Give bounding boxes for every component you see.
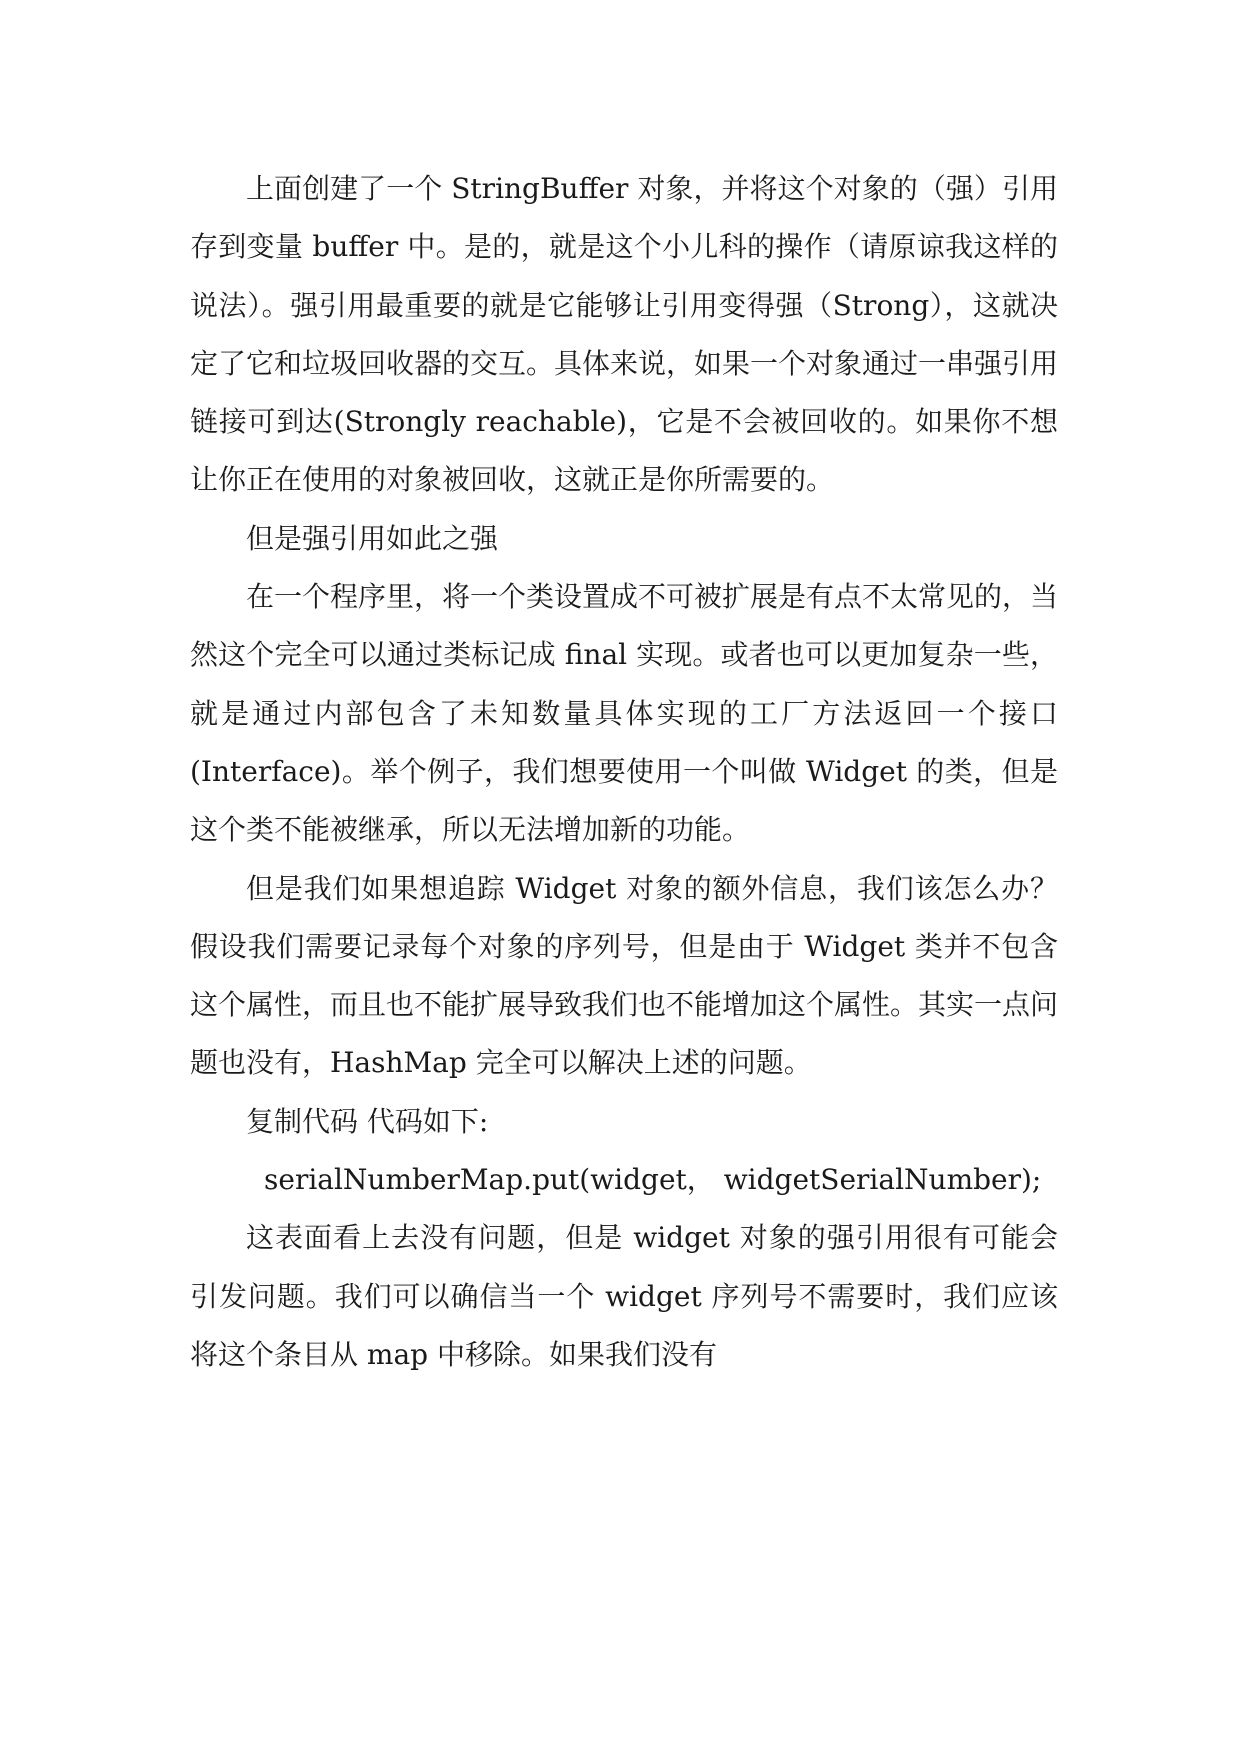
paragraph-strong-reference-heading: 但是强引用如此之强	[246, 521, 499, 555]
document-body	[190, 160, 1058, 1384]
paragraph-strong-reference-problem: 这表面看上去没有问题，但是 widget 对象的强引用很有可能会引发问题。我们可以确信当一个 widget 序列号不需要时，我们应该将这个条目从 map 中移除。如果我们没有	[190, 1221, 1058, 1371]
paragraph-widget-serial-number: 但是我们如果想追踪 Widget 对象的额外信息，我们该怎么办？ 假设我们需要记录每个对象的序列号，但是由于 Widget 类并不包含这个属性，而且也不能扩展导致我们也不能增加这个属性。其实一点问题也没有，HashMap 完全可以解决上述的问题。	[190, 871, 1059, 1080]
paragraph-strong-reference-intro: 上面创建了一个 StringBuffer 对象，并将这个对象的（强）引用存到变量 buffer 中。是的，就是这个小儿科的操作（请原谅我这样的说法）。强引用最重要的就是它能够让引用变得强（Strong），这就决定了它和垃圾回收器的交互。具体来说，如果一个对象通过一串强引用链接可到达(Strongly reachable)，它是不会被回收的。如果你不想让你正在使用的对象被回收，这就正是你所需要的。	[190, 172, 1059, 497]
paragraph-copy-code-label: 复制代码 代码如下:	[246, 1104, 489, 1138]
code-line-serial-number-map: serialNumberMap.put(widget， widgetSerialNumber);	[264, 1163, 1042, 1197]
paragraph-final-class-widget: 在一个程序里，将一个类设置成不可被扩展是有点不太常见的，当然这个完全可以通过类标记成 final 实现。或者也可以更加复杂一些，就是通过内部包含了未知数量具体实现的工厂方法返回一个接口(Interface)。举个例子，我们想要使用一个叫做 Widget 的类，但是这个类不能被继承，所以无法增加新的功能。	[190, 580, 1059, 847]
